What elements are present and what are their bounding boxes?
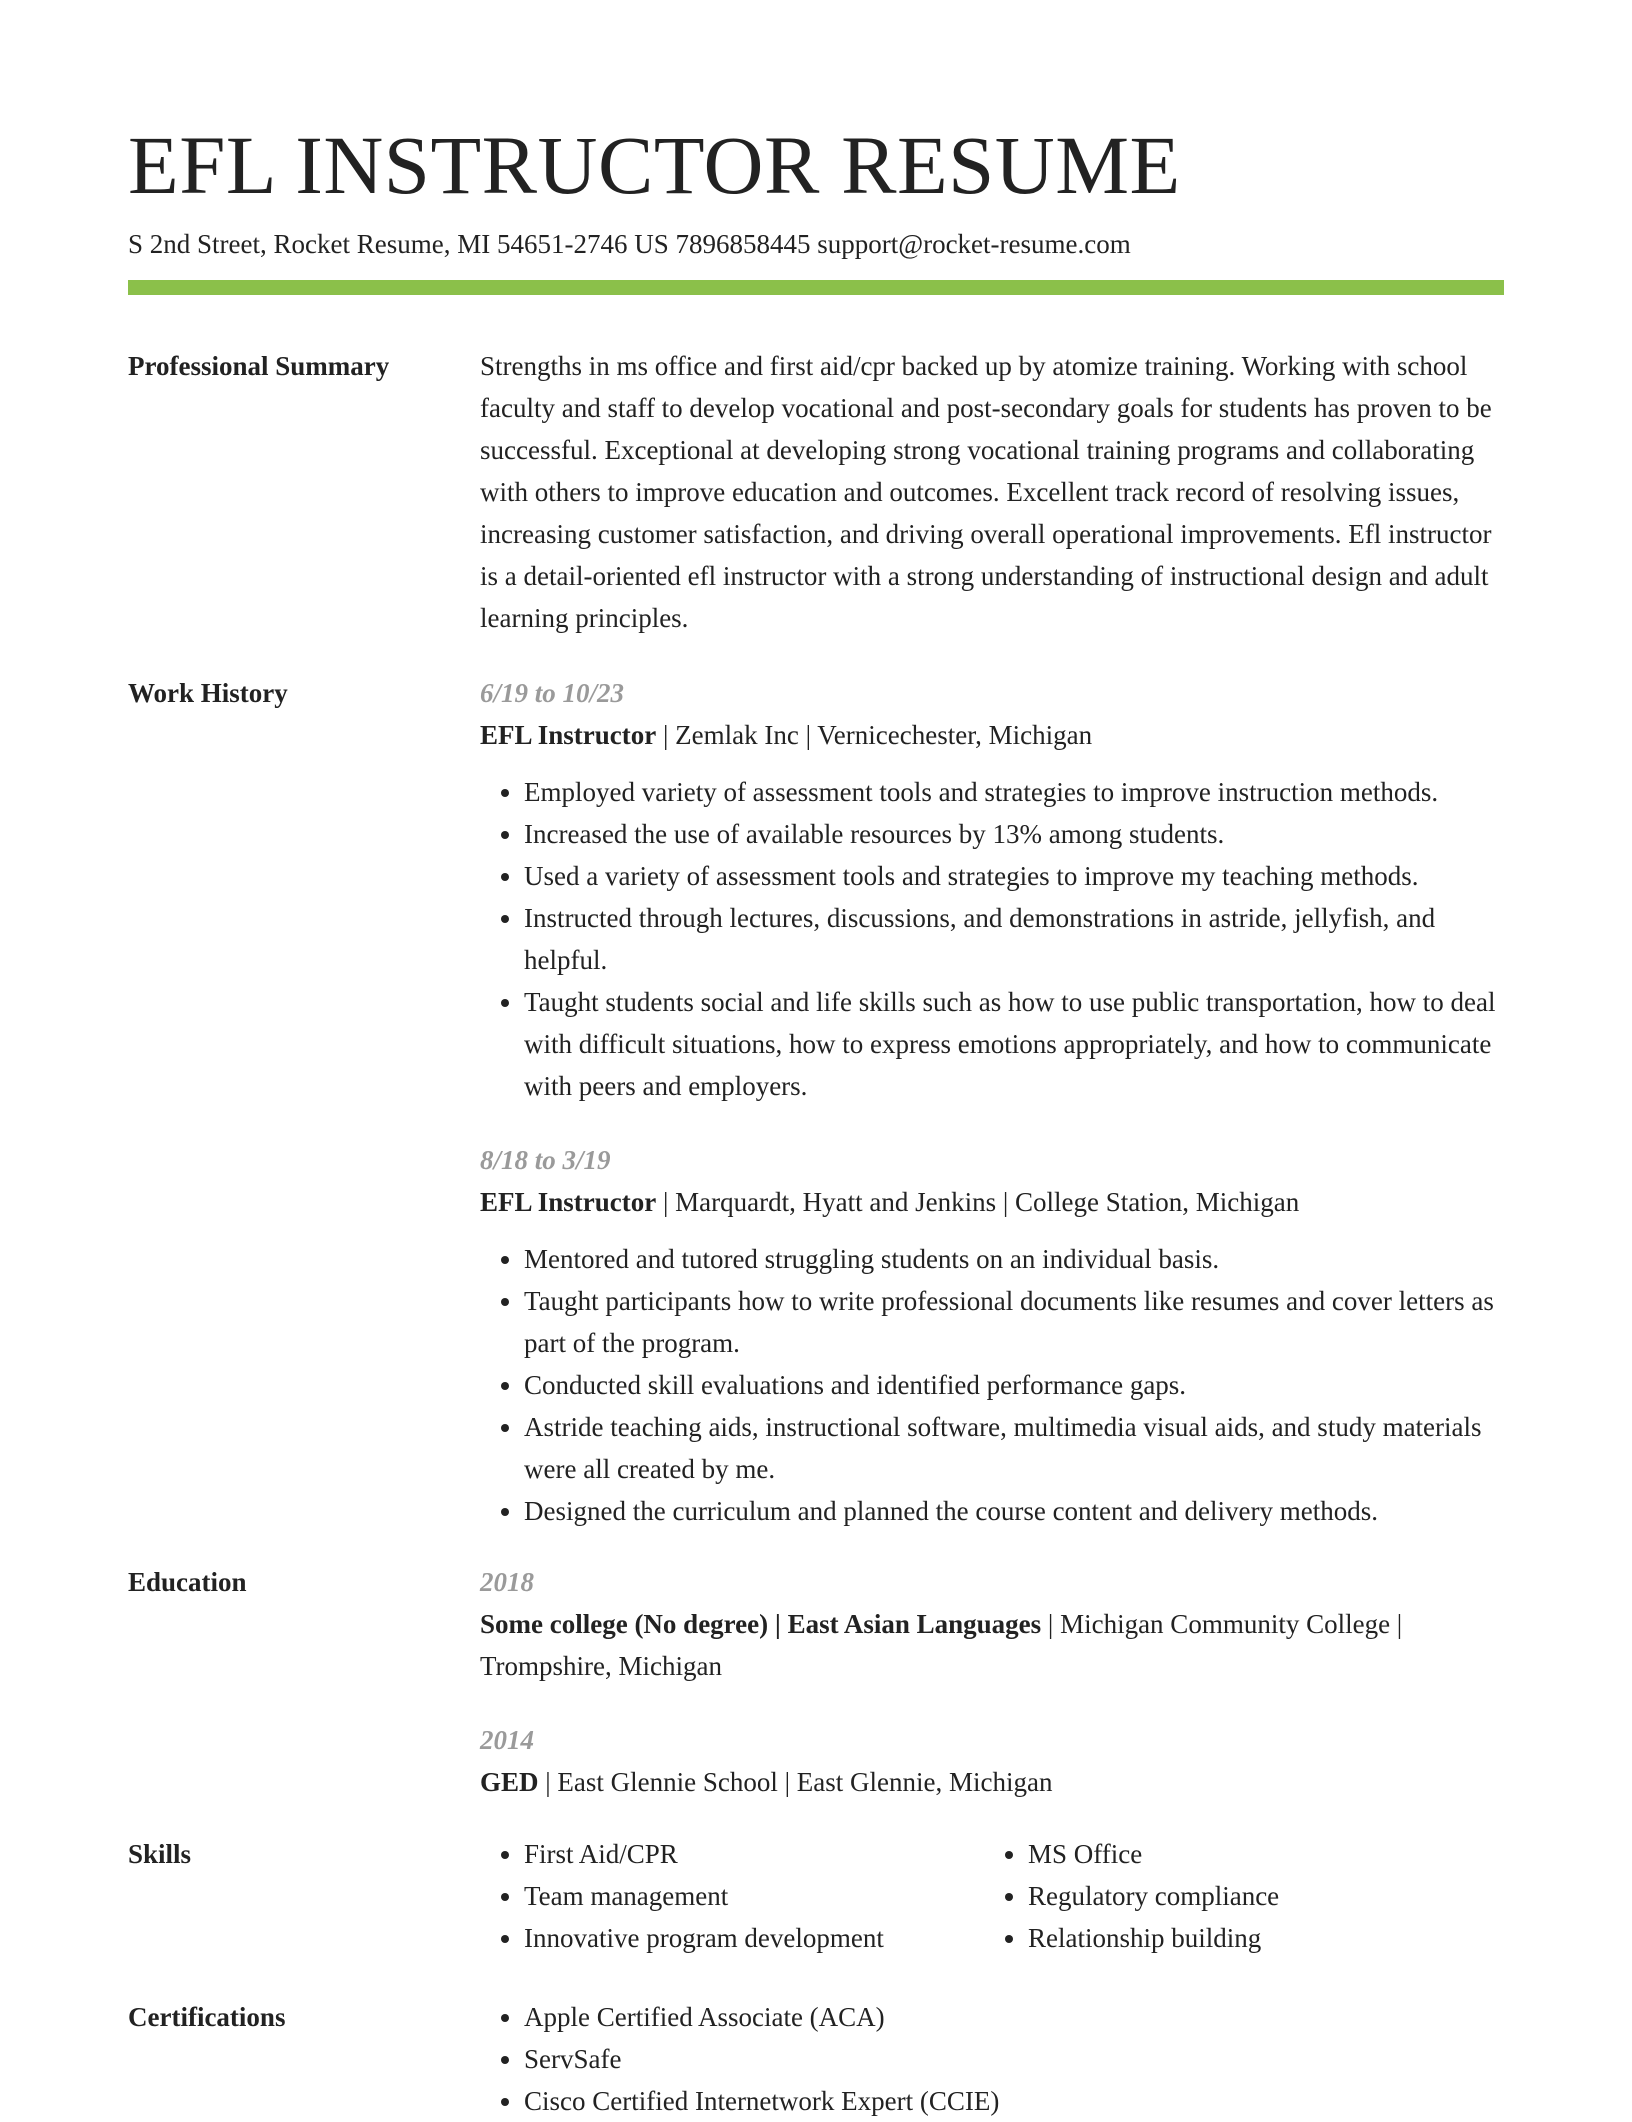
skills-body (480, 1833, 1504, 1959)
section-certifications (128, 1996, 1504, 2122)
list-item: • First Aid/CPR (524, 1833, 984, 1875)
list-item: • Innovative program development (524, 1917, 984, 1959)
list-item: • Regulatory compliance (1028, 1875, 1488, 1917)
section-label: Education (128, 1567, 247, 1598)
certifications-list (480, 1996, 1504, 2122)
list-item: • Team management (524, 1875, 984, 1917)
job-dates: 8/18 to 3/19 (480, 1145, 611, 1176)
list-item: • Used a variety of assessment tools and strategies to improve my teaching methods. (524, 855, 1504, 897)
section-skills (128, 1833, 1504, 1959)
job-title: EFL Instructor (480, 720, 657, 751)
section-label: Skills (128, 1839, 192, 1870)
resume-page (128, 120, 1504, 2122)
education-degree: Some college (No degree) | East Asian Languages (480, 1609, 1042, 1640)
section-label: Work History (128, 678, 288, 709)
list-item: • Astride teaching aids, instructional software, multimedia visual aids, and study materials were all created by me. (524, 1406, 1504, 1490)
job-role-line (480, 1181, 1504, 1223)
work-history-body (480, 672, 1504, 1532)
job-bullets (480, 771, 1504, 1107)
list-item: • Cisco Certified Internetwork Expert (CCIE) (524, 2080, 1504, 2122)
education-entry (480, 1561, 1504, 1687)
header-divider (128, 280, 1504, 295)
list-item: • Taught participants how to write professional documents like resumes and cover letters as part of the program. (524, 1280, 1504, 1364)
section-work-history (128, 672, 1504, 1532)
list-item: • Conducted skill evaluations and identified performance gaps. (524, 1364, 1504, 1406)
list-item: • ServSafe (524, 2038, 1504, 2080)
job-dates: 6/19 to 10/23 (480, 678, 625, 709)
education-year: 2014 (480, 1725, 534, 1756)
list-item: • MS Office (1028, 1833, 1488, 1875)
list-item: • Instructed through lectures, discussions, and demonstrations in astride, jellyfish, and helpful. (524, 897, 1504, 981)
section-professional-summary (128, 345, 1504, 639)
list-item: • Increased the use of available resources by 13% among students. (524, 813, 1504, 855)
job-role-line (480, 714, 1504, 756)
education-details: | Michigan Community College | Trompshire, Michigan (480, 1609, 1403, 1682)
list-item: • Relationship building (1028, 1917, 1488, 1959)
list-item: • Apple Certified Associate (ACA) (524, 1996, 1504, 2038)
list-item: • Designed the curriculum and planned the course content and delivery methods. (524, 1490, 1504, 1532)
skills-list-right (984, 1833, 1488, 1959)
education-degree: GED (480, 1767, 539, 1798)
job-entry (480, 672, 1504, 1107)
certifications-body (480, 1996, 1504, 2122)
section-label: Certifications (128, 2002, 286, 2033)
job-details: | Marquardt, Hyatt and Jenkins | College Station, Michigan (656, 1187, 1300, 1218)
list-item: • Mentored and tutored struggling students on an individual basis. (524, 1238, 1504, 1280)
education-body (480, 1561, 1504, 1803)
list-item: • Employed variety of assessment tools and strategies to improve instruction methods. (524, 771, 1504, 813)
resume-title: EFL INSTRUCTOR RESUME (128, 119, 1181, 211)
education-year: 2018 (480, 1567, 534, 1598)
section-education (128, 1561, 1504, 1803)
skills-columns (480, 1833, 1504, 1959)
summary-text: Strengths in ms office and first aid/cpr backed up by atomize training. Working with school faculty and staff to develop vocational and post-secondary goals for students has proven to be successful. Exceptional at developing strong vocational training programs and collaborating with others to improve education and outcomes. Excellent track record of resolving issues, increasing customer satisfaction, and driving overall operational improvements. Efl instructor is a detail-oriented efl instructor with a strong understanding of instructional design and adult learning principles. (480, 351, 1492, 634)
contact-line: S 2nd Street, Rocket Resume, MI 54651-2746 US 7896858445 support@rocket-resume.com (128, 229, 1131, 260)
job-entry (480, 1139, 1504, 1532)
job-bullets (480, 1238, 1504, 1532)
job-details: | Zemlak Inc | Vernicechester, Michigan (656, 720, 1093, 751)
education-line (480, 1761, 1504, 1803)
section-label: Professional Summary (128, 351, 390, 382)
education-details: | East Glennie School | East Glennie, Michigan (538, 1767, 1053, 1798)
skills-list-left (480, 1833, 984, 1959)
list-item: • Taught students social and life skills such as how to use public transportation, how to deal with difficult situations, how to express emotions appropriately, and how to communicate with peers and employers. (524, 981, 1504, 1107)
education-entry (480, 1719, 1504, 1803)
job-title: EFL Instructor (480, 1187, 657, 1218)
education-line (480, 1603, 1504, 1687)
